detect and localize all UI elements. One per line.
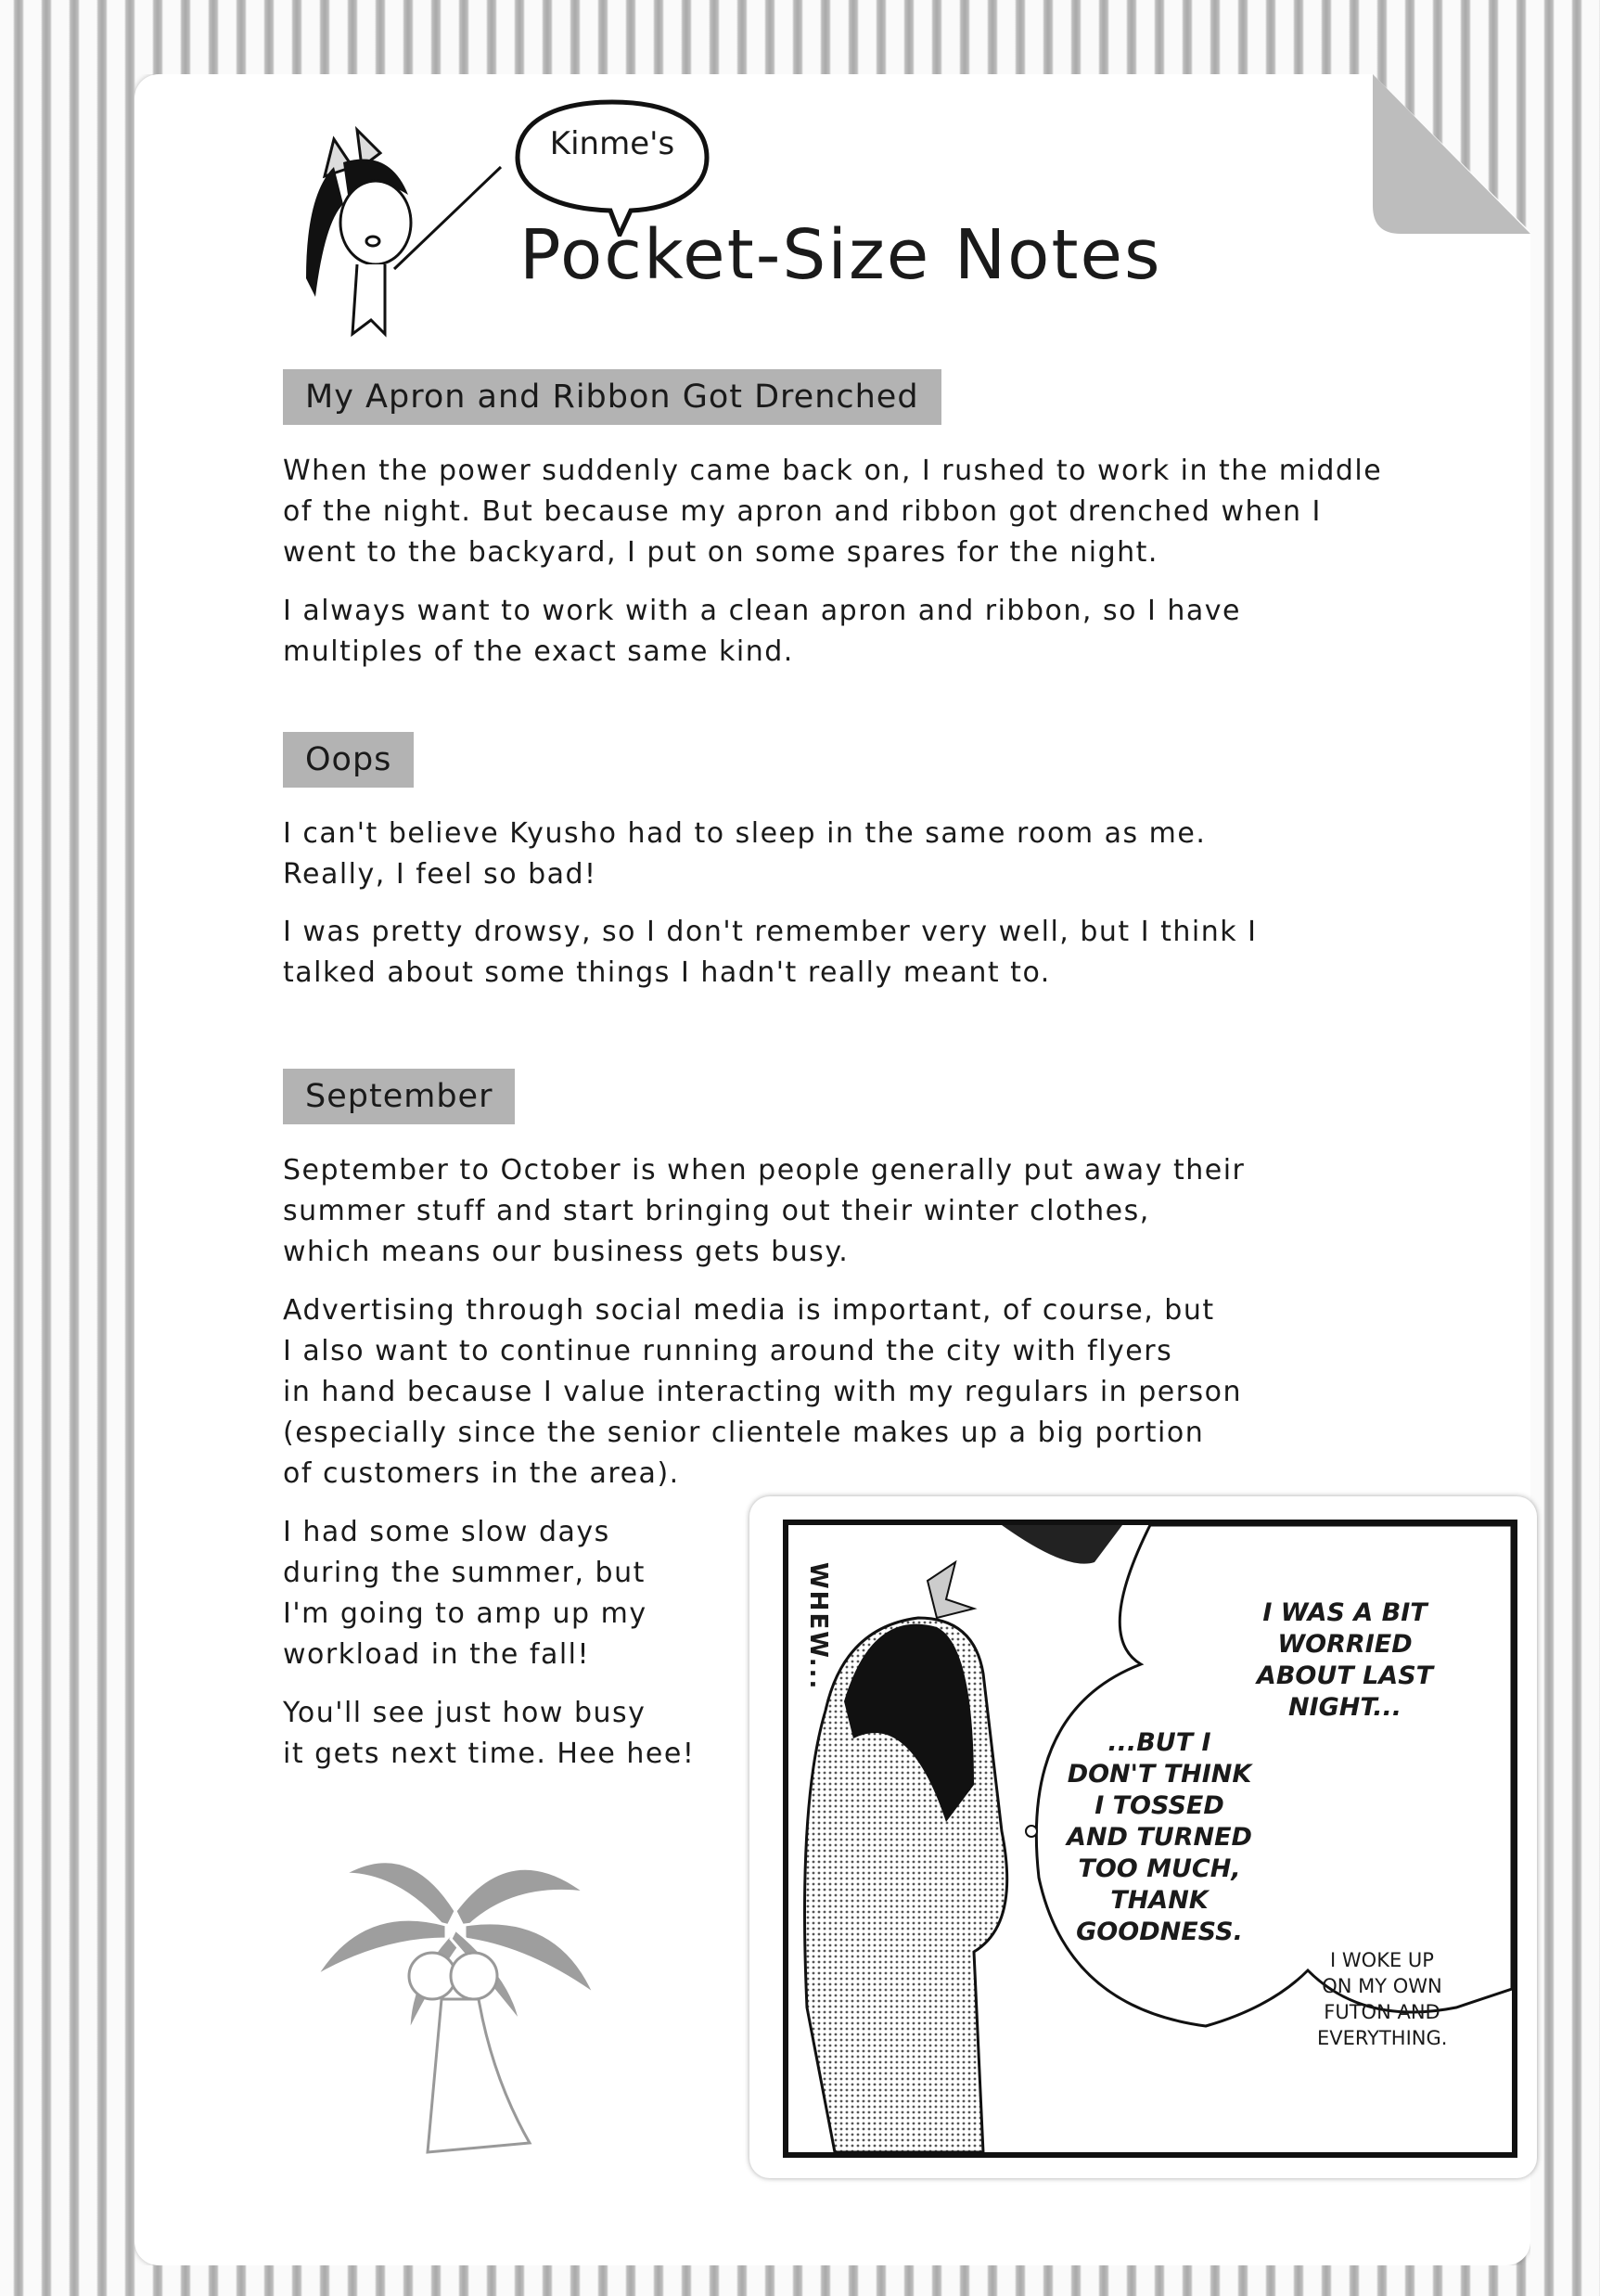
page-curl-corner <box>1373 74 1530 234</box>
body-text: I'm going to amp up my <box>283 1597 647 1630</box>
section-heading: September <box>283 1069 515 1124</box>
bubble-label: Kinme's <box>549 125 675 162</box>
body-text: (especially since the senior clientele makes up a big portion <box>283 1417 1205 1449</box>
kinme-chibi-illustration <box>269 111 510 343</box>
body-text: workload in the fall! <box>283 1638 591 1671</box>
body-text: September to October is when people generally put away their <box>283 1154 1246 1186</box>
body-text: of the night. But because my apron and ribbon got drenched when I <box>283 495 1322 528</box>
palm-tree-illustration <box>307 1837 604 2171</box>
body-text: which means our business gets busy. <box>283 1236 850 1268</box>
speech-text: ...BUT I DON'T THINK I TOSSED AND TURNED TOO MUCH, THANK GOODNESS. <box>1067 1728 1252 1946</box>
body-text: of customers in the area). <box>283 1457 680 1490</box>
body-text: Really, I feel so bad! <box>283 858 597 891</box>
body-text: I was pretty drowsy, so I don't remember very well, but I think I <box>283 916 1258 948</box>
body-text: in hand because I value interacting with my regulars in person <box>283 1376 1243 1408</box>
aside-text: I WOKE UP ON MY OWN FUTON AND EVERYTHING. <box>1317 1949 1448 2049</box>
page-title: Pocket-Size Notes <box>519 215 1162 295</box>
body-text: Advertising through social media is important, of course, but <box>283 1294 1215 1327</box>
body-text: went to the backyard, I put on some spares for the night. <box>283 536 1158 569</box>
section-heading: Oops <box>283 732 414 788</box>
body-text: during the summer, but <box>283 1557 646 1589</box>
body-text: talked about some things I hadn't really meant to. <box>283 956 1051 989</box>
manga-panel <box>783 1520 1517 2158</box>
body-text: When the power suddenly came back on, I rushed to work in the middle <box>283 455 1383 487</box>
section-heading: My Apron and Ribbon Got Drenched <box>283 369 941 425</box>
body-text: it gets next time. Hee hee! <box>283 1738 696 1770</box>
body-text: summer stuff and start bringing out their winter clothes, <box>283 1195 1150 1227</box>
body-text: I always want to work with a clean apron and ribbon, so I have <box>283 595 1241 627</box>
speech-text: I WAS A BIT WORRIED ABOUT LAST NIGHT... <box>1256 1598 1434 1722</box>
body-text: I had some slow days <box>283 1516 610 1548</box>
sound-effect: WHEW... <box>804 1562 832 1691</box>
body-text: multiples of the exact same kind. <box>283 635 794 668</box>
body-text: I also want to continue running around the city with flyers <box>283 1335 1173 1367</box>
body-text: I can't believe Kyusho had to sleep in the same room as me. <box>283 817 1207 850</box>
body-text: You'll see just how busy <box>283 1697 646 1729</box>
